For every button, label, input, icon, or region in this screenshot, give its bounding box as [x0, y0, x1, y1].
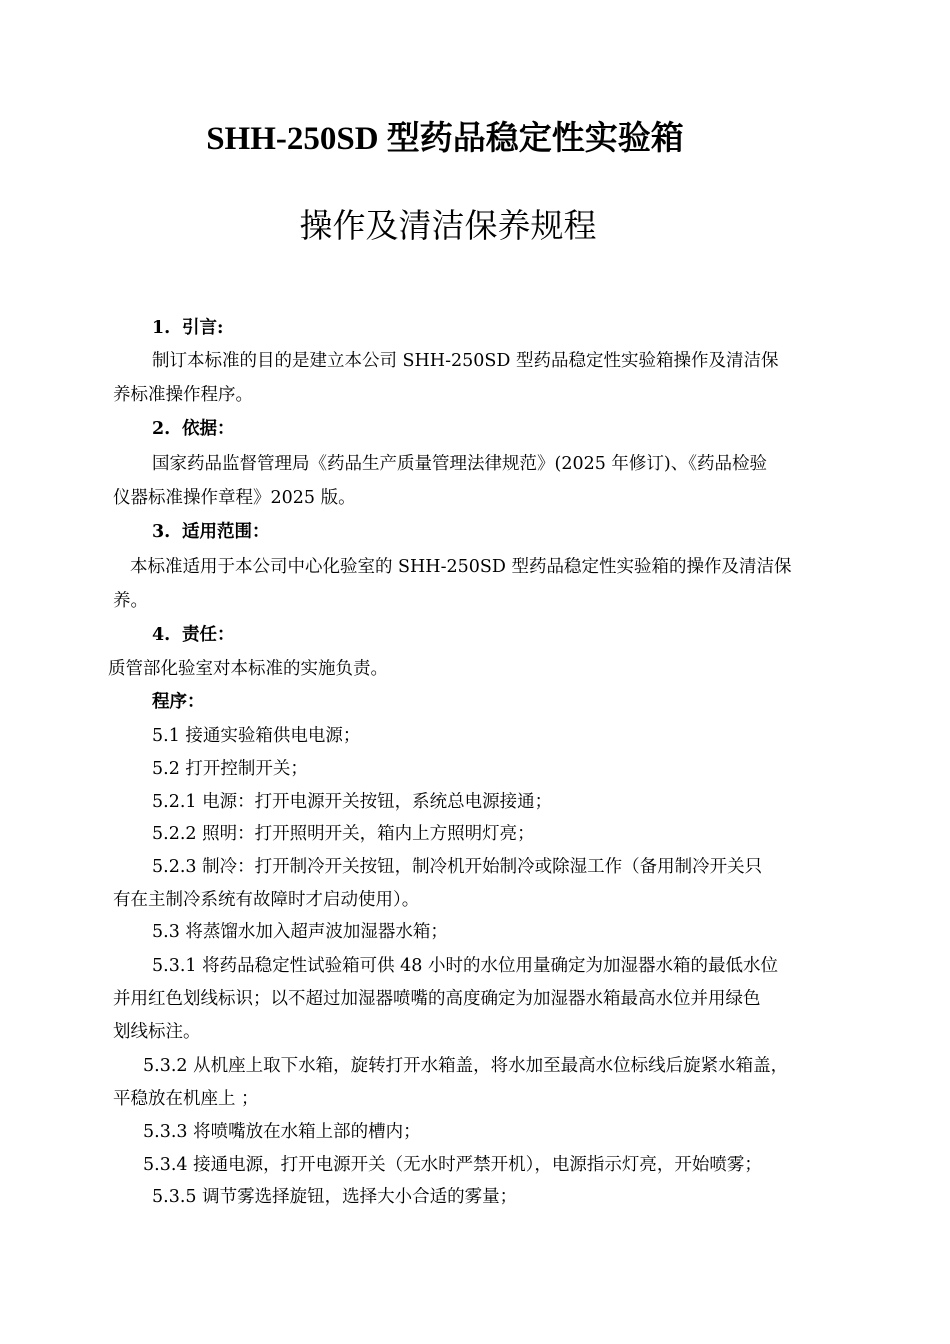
section-2-title: 依据： [182, 419, 235, 439]
step-5-3-1-line3: 划线标注。 [113, 1022, 201, 1042]
document-subtitle: 操作及清洁保养规程 [299, 206, 597, 245]
step-5-3-4: 5.3.4 接通电源，打开电源开关（无水时严禁开机），电源指示灯亮，开始喷雾； [143, 1155, 762, 1175]
step-5-3-1-line1: 5.3.1 将药品稳定性试验箱可供 48 小时的水位用量确定为加湿器水箱的最低水位 [152, 956, 778, 976]
section-4-title: 责任： [182, 625, 235, 645]
section-2-number: 2. [152, 419, 171, 439]
section-1-number: 1. [152, 318, 171, 338]
section-1-text-line2: 养标准操作程序。 [113, 385, 253, 405]
section-2-text-line1: 国家药品监督管理局《药品生产质量管理法律规范》(2025 年修订)、《药品检验 [152, 454, 768, 474]
step-5-2: 5.2 打开控制开关； [152, 759, 308, 779]
section-2-text-line2: 仪器标准操作章程》2025 版。 [113, 488, 356, 508]
step-5-3-1-line2: 并用红色划线标识；以不超过加湿器喷嘴的高度确定为加湿器水箱最高水位并用绿色 [113, 989, 761, 1009]
document-title: SHH-250SD 型药品稳定性实验箱 [206, 121, 684, 157]
step-5-2-1: 5.2.1 电源：打开电源开关按钮，系统总电源接通； [152, 792, 553, 812]
section-3-text-line1: 本标准适用于本公司中心化验室的 SHH-250SD 型药品稳定性实验箱的操作及清洁保 [130, 557, 792, 577]
section-3-title: 适用范围： [182, 522, 270, 542]
step-5-2-3-line1: 5.2.3 制冷：打开制冷开关按钮，制冷机开始制冷或除湿工作（备用制冷开关只 [152, 857, 763, 877]
step-5-2-2: 5.2.2 照明：打开照明开关，箱内上方照明灯亮； [152, 824, 535, 844]
section-1-heading [152, 316, 223, 340]
section-1-text-line1: 制订本标准的目的是建立本公司 SHH-250SD 型药品稳定性实验箱操作及清洁保 [152, 351, 779, 371]
step-5-3-2-line2: 平稳放在机座上 ； [113, 1089, 259, 1109]
section-3-number: 3. [152, 522, 171, 542]
step-5-3: 5.3 将蒸馏水加入超声波加湿器水箱； [152, 922, 448, 942]
section-4-text-line1: 质管部化验室对本标准的实施负责。 [108, 659, 388, 679]
section-4-heading [152, 623, 235, 647]
step-5-3-5: 5.3.5 调节雾选择旋钮，选择大小合适的雾量； [152, 1187, 518, 1207]
section-5-heading: 程序： [152, 692, 205, 712]
section-3-heading [152, 520, 270, 544]
step-5-3-3: 5.3.3 将喷嘴放在水箱上部的槽内； [143, 1122, 421, 1142]
section-4-number: 4. [152, 625, 171, 645]
step-5-3-2-line1: 5.3.2 从机座上取下水箱，旋转打开水箱盖，将水加至最高水位标线后旋紧水箱盖， [143, 1056, 789, 1076]
step-5-1: 5.1 接通实验箱供电电源； [152, 726, 361, 746]
section-2-heading [152, 417, 235, 441]
section-1-title: 引言: [182, 318, 224, 338]
section-3-text-line2: 养。 [113, 591, 148, 611]
step-5-2-3-line2: 有在主制冷系统有故障时才启动使用）。 [113, 890, 420, 910]
